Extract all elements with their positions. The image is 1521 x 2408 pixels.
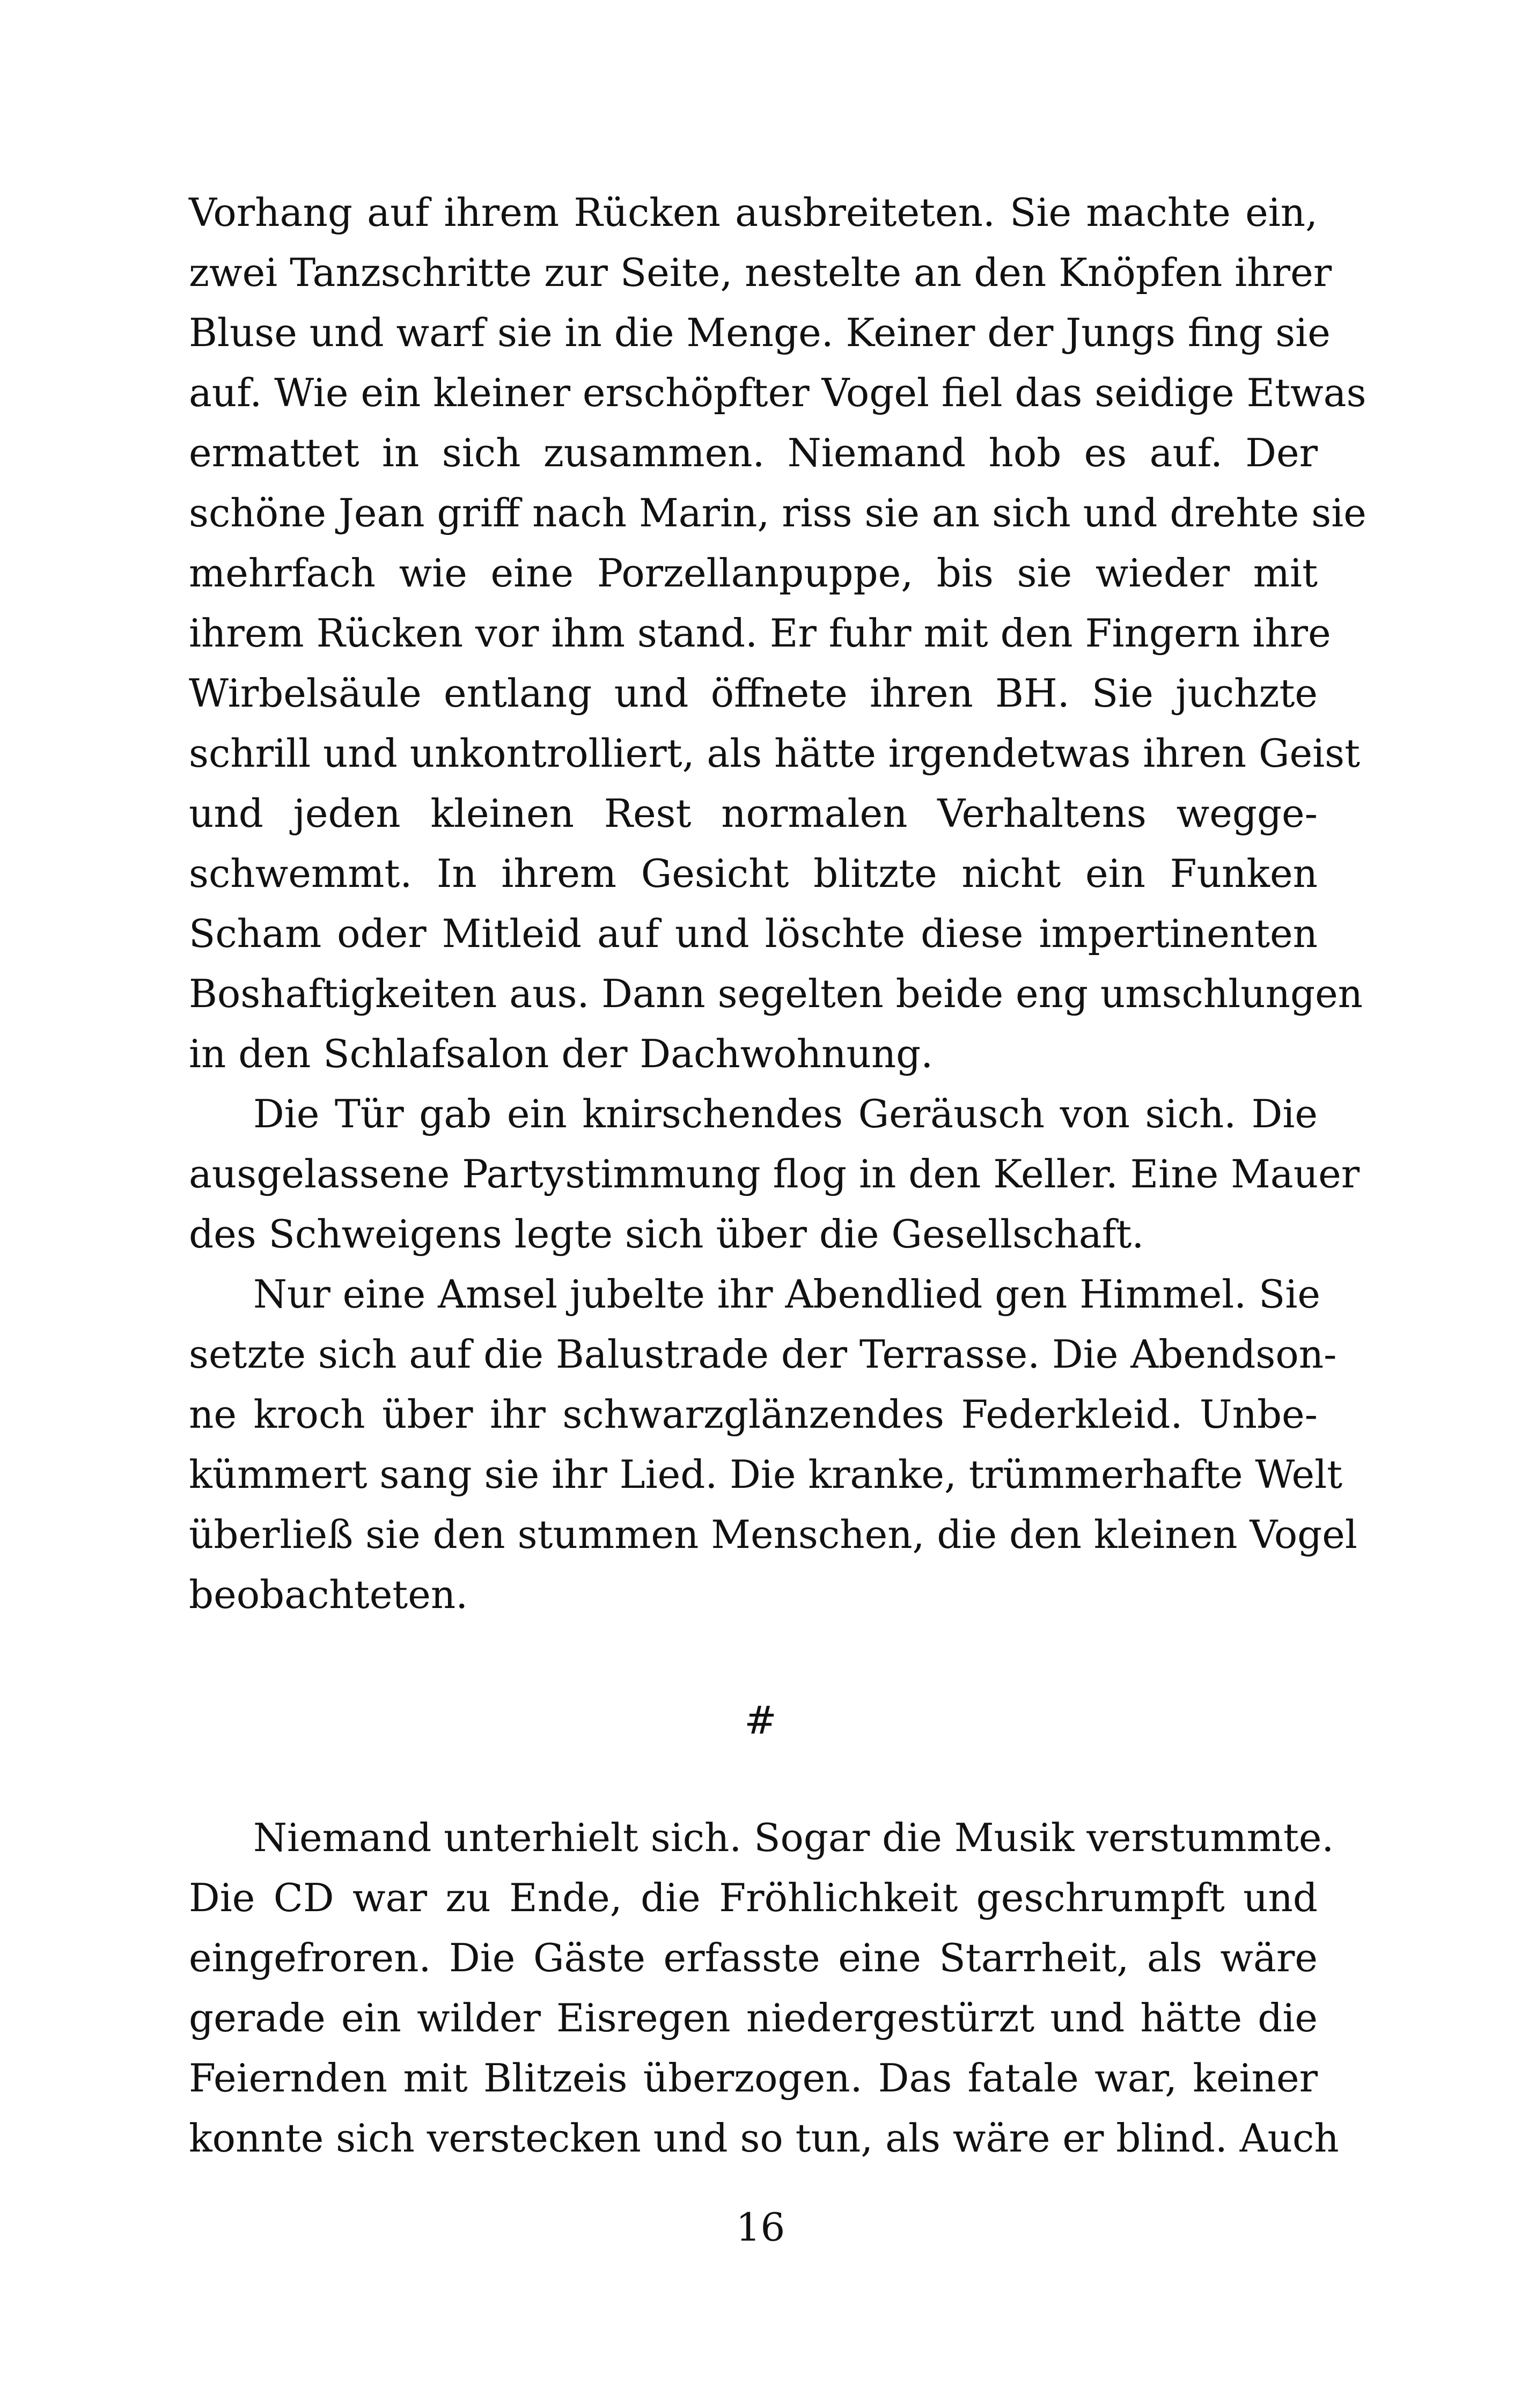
text-line: eingefroren. Die Gäste erfasste eine Starrheit, als wäre bbox=[189, 1935, 1318, 1980]
text-line: setzte sich auf die Balustrade der Terrasse. Die Abendson- bbox=[189, 1332, 1337, 1377]
text-line: mehrfach wie eine Porzellanpuppe, bis sie wieder mit bbox=[189, 550, 1318, 596]
text-line: Scham oder Mitleid auf und löschte diese impertinenten bbox=[189, 911, 1318, 956]
text-line: Die CD war zu Ende, die Fröhlichkeit geschrumpft und bbox=[189, 1875, 1318, 1920]
text-line: beobachteten. bbox=[189, 1572, 468, 1617]
text-line: Die Tür gab ein knirschendes Geräusch von sich. Die bbox=[253, 1091, 1318, 1136]
text-line: in den Schlafsalon der Dachwohnung. bbox=[189, 1031, 934, 1076]
text-line: ermattet in sich zusammen. Niemand hob es auf. Der bbox=[189, 430, 1318, 475]
text-line: auf. Wie ein kleiner erschöpfter Vogel fiel das seidige Etwas bbox=[189, 370, 1366, 415]
text-line: schwemmt. In ihrem Gesicht blitzte nicht ein Funken bbox=[189, 851, 1318, 896]
text-line: ne kroch über ihr schwarzglänzendes Federkleid. Unbe- bbox=[189, 1392, 1318, 1437]
text-line: überließ sie den stummen Menschen, die den kleinen Vogel bbox=[189, 1512, 1357, 1557]
text-line: des Schweigens legte sich über die Gesellschaft. bbox=[189, 1212, 1144, 1257]
text-line: zwei Tanzschritte zur Seite, nestelte an den Knöpfen ihrer bbox=[189, 250, 1332, 295]
text-line: Boshaftigkeiten aus. Dann segelten beide eng umschlungen bbox=[189, 971, 1363, 1016]
text-line: schöne Jean griff nach Marin, riss sie an sich und drehte sie bbox=[189, 490, 1366, 535]
section-separator: # bbox=[744, 1698, 777, 1743]
text-line: und jeden kleinen Rest normalen Verhaltens wegge- bbox=[189, 791, 1318, 836]
text-line: Wirbelsäule entlang und öffnete ihren BH. Sie juchzte bbox=[189, 671, 1318, 716]
text-line: Nur eine Amsel jubelte ihr Abendlied gen Himmel. Sie bbox=[253, 1272, 1320, 1317]
text-line: gerade ein wilder Eisregen niedergestürzt und hätte die bbox=[189, 1995, 1318, 2040]
text-line: Bluse und warf sie in die Menge. Keiner der Jungs fing sie bbox=[189, 310, 1331, 355]
text-line: Vorhang auf ihrem Rücken ausbreiteten. Sie machte ein, bbox=[189, 190, 1318, 235]
text-line: Niemand unterhielt sich. Sogar die Musik verstummte. bbox=[253, 1815, 1334, 1860]
second-section-text bbox=[189, 1808, 1339, 2168]
text-line: kümmert sang sie ihr Lied. Die kranke, trümmerhafte Welt bbox=[189, 1452, 1343, 1497]
main-text-block bbox=[189, 182, 1366, 1625]
text-line: ausgelassene Partystimmung flog in den Keller. Eine Mauer bbox=[189, 1151, 1360, 1196]
text-line: schrill und unkontrolliert, als hätte irgendetwas ihren Geist bbox=[189, 731, 1361, 776]
text-line: ihrem Rücken vor ihm stand. Er fuhr mit den Fingern ihre bbox=[189, 611, 1331, 656]
text-line: Feiernden mit Blitzeis überzogen. Das fatale war, keiner bbox=[189, 2055, 1318, 2101]
page-number: 16 bbox=[736, 2205, 785, 2250]
text-line: konnte sich verstecken und so tun, als wäre er blind. Auch bbox=[189, 2116, 1339, 2161]
